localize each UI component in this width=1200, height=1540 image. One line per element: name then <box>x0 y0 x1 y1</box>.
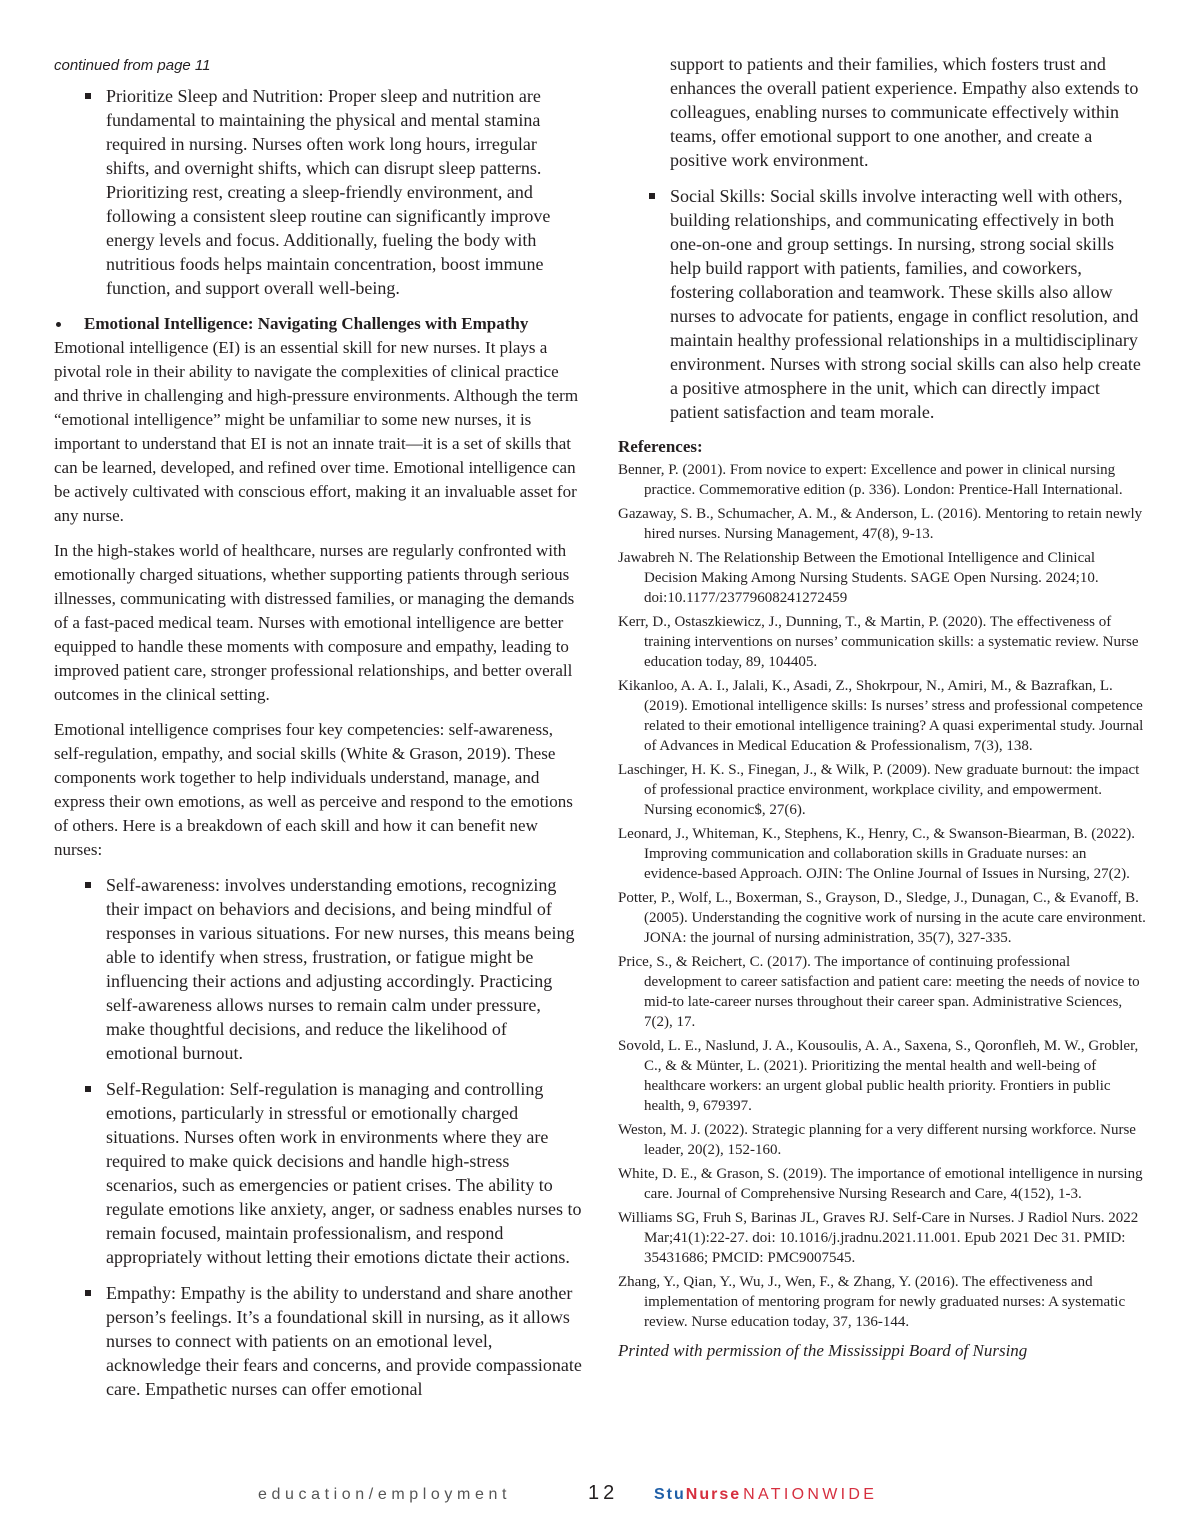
reference-item: Weston, M. J. (2022). Strategic planning for a very different nursing workforce. Nurse leader, 20(2), 152-160. <box>618 1122 1136 1158</box>
footer-section-label: education/employment <box>258 1486 511 1503</box>
reference-item: Laschinger, H. K. S., Finegan, J., & Wilk, P. (2009). New graduate burnout: the impact of professional practice environment, workplace civility, and empowerment. Nursing economic$, 27(6). <box>618 762 1140 818</box>
bullet-social-skills <box>618 184 1148 424</box>
paragraph-ei-intro: Emotional intelligence (EI) is an essential skill for new nurses. It plays a pivotal role in their ability to navigate the complexities of clinical practice and thrive in challenging and high-pressure environments. Although the term “emotional intelligence” might be unfamiliar to some new nurses, it is important to understand that EI is not an innate trait—it is a set of skills that can be learned, developed, and refined over time. Emotional intelligence can be actively cultivated with conscious effort, making it an invaluable asset for any nurse. <box>54 338 579 525</box>
brand-logo <box>654 1486 877 1504</box>
section-heading <box>54 312 582 336</box>
paragraph-high-stakes: In the high-stakes world of healthcare, nurses are regularly confronted with emotionally charged situations, whether supporting patients through serious illnesses, communicating with distressed families, or managing the demands of a fast-paced medical team. Nurses with emotional intelligence are better equipped to handle these moments with composure and empathy, leading to improved patient care, stronger professional relationships, and better overall outcomes in the clinical setting. <box>54 541 575 704</box>
reference-item: Price, S., & Reichert, C. (2017). The importance of continuing professional development to career satisfaction and patient care: meeting the needs of novice to mid-to late-career nurses throughout their career span. Administrative Sciences, 7(2), 17. <box>618 954 1140 1030</box>
references-list <box>618 460 1148 1332</box>
competencies-list <box>54 873 582 1401</box>
reference-item: Kerr, D., Ostaszkiewicz, J., Dunning, T., & Martin, P. (2020). The effectiveness of training interventions on nurses’ communication skills: a systematic review. Nurse education today, 89, 104405. <box>618 614 1139 670</box>
empathy-continuation: support to patients and their families, which fosters trust and enhances the overall patient experience. Empathy also extends to colleagues, enabling nurses to communicate effectively within teams, offer emotional support to one another, and create a positive work environment. <box>670 54 1139 170</box>
square-bullet-icon <box>85 1086 91 1092</box>
bullet-text: Social Skills: Social skills involve interacting well with others, building relationships, and communicating effectively in both one-on-one and group settings. In nursing, strong social skills help build rapport with patients, families, and coworkers, fostering collaboration and teamwork. These skills also allow nurses to advocate for patients, engage in conflict resolution, and maintain healthy professional relationships in a multidisciplinary environment. Nurses with strong social skills can also help create a positive atmosphere in the unit, which can directly impact patient satisfaction and team morale. <box>670 186 1141 422</box>
reference-item: Sovold, L. E., Naslund, J. A., Kousoulis, A. A., Saxena, S., Qoronfleh, M. W., Grobler, C., & & Münter, L. (2021). Prioritizing the mental health and well-being of healthcare workers: an urgent global public health priority. Frontiers in public health, 9, 679397. <box>618 1038 1139 1114</box>
bullet-self-regulation <box>54 1077 582 1269</box>
reference-item: Potter, P., Wolf, L., Boxerman, S., Grayson, D., Sledge, J., Dunagan, C., & Evanoff, B. (2005). Understanding the cognitive work of nursing in the acute care environment. JONA: the journal of nursing administration, 35(7), 327-335. <box>618 890 1146 946</box>
tips-list <box>54 84 582 300</box>
round-bullet-icon <box>56 322 61 327</box>
references-title: References: <box>618 437 703 456</box>
reference-item: Zhang, Y., Qian, Y., Wu, J., Wen, F., & Zhang, Y. (2016). The effectiveness and implementation of mentoring program for newly graduated nurses: A systematic review. Nurse education today, 37, 136-144. <box>618 1274 1126 1330</box>
bullet-text: Self-Regulation: Self-regulation is managing and controlling emotions, particularly in stressful or emotionally charged situations. Nurses often work in environments where they are required to make quick decisions and handle high-stress scenarios, such as emergencies or patient crises. The ability to regulate emotions like anxiety, anger, or sadness enables nurses to remain focused, maintain professionalism, and respond appropriately without letting their emotions dictate their actions. <box>106 1079 582 1267</box>
brand-nationwide: NATIONWIDE <box>743 1486 878 1503</box>
bullet-text: Empathy: Empathy is the ability to understand and share another person’s feelings. It’s a foundational skill in nursing, as it allows nurses to connect with patients on an emotional level, acknowledge their fears and concerns, and provide compassionate care. Empathetic nurses can offer emotional <box>106 1283 582 1399</box>
square-bullet-icon <box>85 882 91 888</box>
bullet-self-awareness <box>54 873 582 1065</box>
reference-item: Leonard, J., Whiteman, K., Stephens, K., Henry, C., & Swanson-Biearman, B. (2022). Improving communication and collaboration skills in Graduate nurses: an evidence-based Approach. OJIN: The Online Journal of Issues in Nursing, 27(2). <box>618 826 1135 882</box>
reference-item: Jawabreh N. The Relationship Between the Emotional Intelligence and Clinical Decision Making Among Nursing Students. SAGE Open Nursing. 2024;10. doi:10.1177/23779608241272459 <box>618 550 1099 606</box>
reference-item: White, D. E., & Grason, S. (2019). The importance of emotional intelligence in nursing care. Journal of Comprehensive Nursing Research and Care, 4(152), 1-3. <box>618 1166 1143 1202</box>
reference-item: Williams SG, Fruh S, Barinas JL, Graves RJ. Self-Care in Nurses. J Radiol Nurs. 2022 Mar;41(1):22-27. doi: 10.1016/j.jradnu.2021.11.001. Epub 2021 Dec 31. PMID: 35431686; PMCID: PMC9007545. <box>618 1210 1139 1266</box>
brand-stu: Stu <box>654 1486 686 1503</box>
paragraph-competencies: Emotional intelligence comprises four key competencies: self-awareness, self-regulation, empathy, and social skills (White & Grason, 2019). These components work together to help individuals understand, manage, and express their own emotions, as well as perceive and respond to the emotions of others. Here is a breakdown of each skill and how it can benefit new nurses: <box>54 720 573 859</box>
left-column <box>54 54 582 1413</box>
page-number: 12 <box>588 1482 619 1504</box>
reference-item: Benner, P. (2001). From novice to expert: Excellence and power in clinical nursing practice. Commemorative edition (p. 336). London: Prentice-Hall International. <box>618 462 1123 498</box>
bullet-text: Self-awareness: involves understanding emotions, recognizing their impact on behaviors and decisions, and being mindful of responses in various situations. For new nurses, this means being able to identify when stress, frustration, or fatigue might be influencing their actions and adjusting accordingly. Practicing self-awareness allows nurses to remain calm under pressure, make thoughtful decisions, and reduce the likelihood of emotional burnout. <box>106 875 575 1063</box>
bullet-sleep-nutrition <box>54 84 582 300</box>
bullet-empathy <box>54 1281 582 1401</box>
permission-note: Printed with permission of the Mississippi Board of Nursing <box>618 1341 1028 1360</box>
bullet-text: Prioritize Sleep and Nutrition: Proper sleep and nutrition are fundamental to maintaining the physical and mental stamina required in nursing. Nurses often work long hours, irregular shifts, and overnight shifts, which can disrupt sleep patterns. Prioritizing rest, creating a sleep-friendly environment, and following a consistent sleep routine can significantly improve energy levels and focus. Additionally, fueling the body with nutritious foods helps maintain concentration, boost immune function, and support overall well-being. <box>106 86 551 298</box>
brand-nurse: Nurse <box>685 1486 742 1503</box>
reference-item: Kikanloo, A. A. I., Jalali, K., Asadi, Z., Shokrpour, N., Amiri, M., & Bazrafkan, L. (2019). Emotional intelligence skills: Is nurses’ stress and professional competence related to their emotional intelligence training? A quasi experimental study. Journal of Advances in Medical Education & Professionalism, 7(3), 138. <box>618 678 1144 754</box>
competencies-list-continued <box>618 184 1148 424</box>
continued-note: continued from page 11 <box>54 57 211 74</box>
section-heading-text: Emotional Intelligence: Navigating Challenges with Empathy <box>84 314 529 333</box>
square-bullet-icon <box>649 193 655 199</box>
reference-item: Gazaway, S. B., Schumacher, A. M., & Anderson, L. (2016). Mentoring to retain newly hired nurses. Nursing Management, 47(8), 9-13. <box>618 506 1143 542</box>
page-footer <box>0 1482 1200 1510</box>
right-column <box>618 52 1148 1362</box>
square-bullet-icon <box>85 1290 91 1296</box>
square-bullet-icon <box>85 93 91 99</box>
